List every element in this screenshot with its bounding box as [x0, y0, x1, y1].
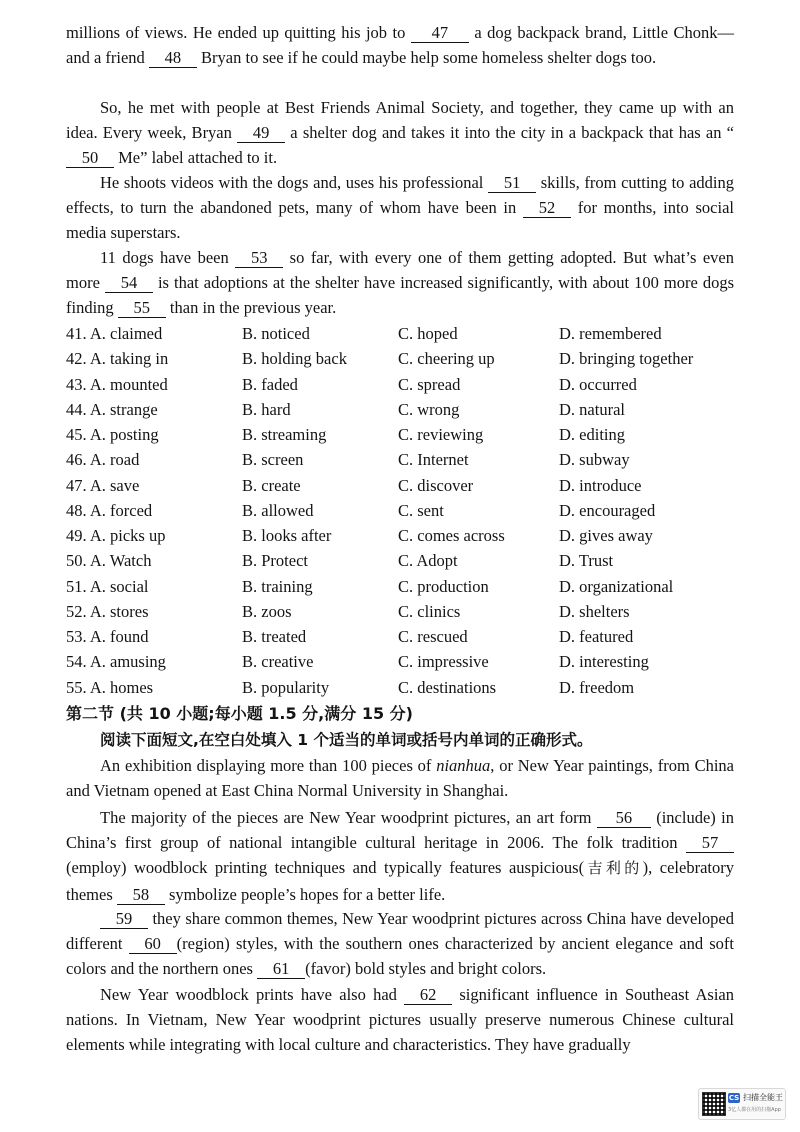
option-c[interactable]: C. reviewing: [398, 425, 484, 444]
section-heading: 第二节 (共 10 小题;每小题 1.5 分,满分 15 分): [66, 704, 413, 723]
option-d[interactable]: D. introduce: [559, 475, 642, 495]
option-a[interactable]: 54. A. amusing: [66, 652, 166, 672]
option-row: [66, 422, 746, 447]
passage1-paragraph-3: [66, 170, 734, 246]
option-d[interactable]: D. occurred: [559, 374, 637, 394]
option-c[interactable]: C. comes across: [398, 526, 505, 545]
option-b[interactable]: B. noticed: [242, 324, 310, 343]
option-row: [66, 523, 746, 548]
option-row: [66, 397, 746, 422]
option-d[interactable]: D. natural: [559, 399, 625, 419]
option-c[interactable]: C. spread: [398, 374, 461, 394]
option-a[interactable]: 49. A. picks up: [66, 526, 166, 545]
blank-58[interactable]: 58: [117, 885, 165, 905]
passage2-paragraph-1: [66, 753, 734, 803]
scanner-watermark: [698, 1088, 786, 1120]
option-c[interactable]: C. production: [398, 576, 489, 596]
blank-49[interactable]: 49: [237, 123, 285, 143]
option-b[interactable]: B. faded: [242, 374, 298, 394]
option-row: [66, 649, 746, 674]
text: for months, into social media superstars.: [66, 198, 734, 243]
text: ), celebratory themes: [66, 858, 734, 904]
blank-57[interactable]: 57: [686, 833, 734, 853]
option-b[interactable]: B. training: [242, 576, 313, 596]
option-c[interactable]: C. Internet: [398, 450, 469, 470]
option-d[interactable]: D. featured: [559, 627, 634, 646]
option-d[interactable]: D. subway: [559, 450, 630, 470]
text: 11 dogs have been: [100, 248, 236, 267]
italic-term: nianhua: [436, 756, 491, 775]
passage2-paragraph-2: [66, 805, 734, 907]
option-d[interactable]: D. remembered: [559, 324, 662, 343]
option-a[interactable]: 46. A. road: [66, 450, 140, 470]
options-table: [66, 321, 746, 700]
blank-61[interactable]: 61: [257, 959, 305, 979]
option-c[interactable]: C. cheering up: [398, 349, 495, 369]
option-b[interactable]: B. Protect: [242, 551, 308, 571]
option-a[interactable]: 55. A. homes: [66, 677, 154, 697]
blank-52[interactable]: 52: [523, 198, 571, 218]
watermark-app-name: 扫描全能王: [743, 1093, 783, 1102]
option-d[interactable]: D. encouraged: [559, 500, 656, 520]
option-a[interactable]: 53. A. found: [66, 627, 149, 646]
text: (include) in China’s first group of national intangible cultural heritage in 2006. The folk tradition: [66, 808, 734, 853]
option-b[interactable]: B. treated: [242, 627, 307, 646]
text: New Year woodblock prints have also had: [100, 985, 405, 1004]
passage2-paragraph-4: [66, 982, 734, 1058]
option-c[interactable]: C. hoped: [398, 324, 458, 343]
blank-48[interactable]: 48: [149, 48, 197, 68]
option-b[interactable]: B. looks after: [242, 526, 332, 545]
option-c[interactable]: C. discover: [398, 475, 474, 495]
option-b[interactable]: B. creative: [242, 652, 314, 672]
option-a[interactable]: 51. A. social: [66, 576, 149, 596]
text: An exhibition displaying more than 100 pieces of: [100, 756, 437, 775]
passage1-paragraph-4: [66, 245, 734, 321]
blank-50[interactable]: 50: [66, 148, 114, 168]
option-b[interactable]: B. create: [242, 475, 301, 495]
text: (favor) bold styles and bright colors.: [305, 959, 547, 979]
blank-60[interactable]: 60: [129, 934, 177, 954]
text: they share common themes, New Year woodprint pictures across China have developed different: [66, 909, 734, 954]
option-a[interactable]: 42. A. taking in: [66, 349, 169, 369]
option-d[interactable]: D. gives away: [559, 526, 653, 545]
option-row: [66, 548, 746, 573]
option-a[interactable]: 45. A. posting: [66, 425, 159, 444]
option-row: [66, 473, 746, 498]
option-d[interactable]: D. editing: [559, 425, 625, 444]
text: symbolize people’s hopes for a better life.: [164, 884, 446, 904]
option-row: [66, 447, 746, 472]
option-c[interactable]: C. destinations: [398, 677, 497, 697]
option-row: [66, 372, 746, 397]
blank-54[interactable]: 54: [105, 273, 153, 293]
blank-47[interactable]: 47: [411, 23, 469, 43]
option-row: [66, 675, 746, 700]
text: So, he met with people at Best Friends Animal Society, and together, they came up with an idea. Every week, Bryan: [66, 98, 734, 143]
text: , or New Year paintings, from China and Vietnam opened at East China Normal University in Shanghai.: [66, 756, 734, 801]
text: than in the previous year.: [165, 298, 337, 318]
option-b[interactable]: B. hard: [242, 399, 291, 419]
option-a[interactable]: 52. A. stores: [66, 601, 149, 621]
text: Me” label attached to it.: [114, 148, 278, 168]
option-d[interactable]: D. Trust: [559, 551, 614, 571]
blank-55[interactable]: 55: [118, 298, 166, 318]
section-instruction: 阅读下面短文,在空白处填入 1 个适当的单词或括号内单词的正确形式。: [100, 731, 593, 749]
text: skills, from cutting to adding effects, to turn the abandoned pets, many of whom have been in: [66, 173, 734, 218]
option-c[interactable]: C. wrong: [398, 399, 460, 419]
text: Bryan to see if he could maybe help some homeless shelter dogs too.: [196, 48, 657, 68]
text: The majority of the pieces are New Year woodprint pictures, an art form: [100, 808, 597, 827]
option-b[interactable]: B. allowed: [242, 500, 314, 520]
option-a[interactable]: 47. A. save: [66, 475, 140, 495]
option-a[interactable]: 44. A. strange: [66, 399, 158, 419]
option-b[interactable]: B. screen: [242, 450, 304, 470]
option-row: [66, 624, 746, 649]
option-c[interactable]: C. Adopt: [398, 551, 458, 571]
qr-code-icon: [702, 1092, 726, 1116]
option-b[interactable]: B. popularity: [242, 677, 330, 697]
option-a[interactable]: 48. A. forced: [66, 500, 153, 520]
text: significant influence in Southeast Asian nations. In Vietnam, New Year woodprint pictures usually preserve numerous Chinese cultural elements while integrating with local culture and characteristics. They have gradually: [66, 985, 734, 1055]
text: millions of views. He ended up quitting his job to: [66, 23, 411, 42]
text: He shoots videos with the dogs and, uses his professional: [100, 173, 489, 192]
text: a shelter dog and takes it into the city in a backpack that has an “: [285, 123, 734, 143]
option-b[interactable]: B. streaming: [242, 425, 327, 444]
option-d[interactable]: D. interesting: [559, 652, 649, 672]
option-row: [66, 599, 746, 624]
option-c[interactable]: C. rescued: [398, 627, 468, 646]
option-c[interactable]: C. impressive: [398, 652, 489, 672]
passage1-paragraph-1: [66, 20, 734, 70]
option-d[interactable]: D. freedom: [559, 677, 635, 697]
option-c[interactable]: C. clinics: [398, 601, 461, 621]
text: (employ) woodblock printing techniques and typically features auspicious(: [66, 858, 585, 878]
text: is that adoptions at the shelter have increased significantly, with about 100 more dogs finding: [66, 273, 734, 318]
blank-51[interactable]: 51: [488, 173, 536, 193]
option-row: [66, 346, 746, 371]
option-row: [66, 498, 746, 523]
chinese-gloss: 吉利的: [584, 859, 643, 878]
blank-53[interactable]: 53: [235, 248, 283, 268]
passage2-paragraph-3: [66, 906, 734, 982]
option-a[interactable]: 41. A. claimed: [66, 324, 163, 343]
option-d[interactable]: D. bringing together: [559, 349, 694, 369]
passage1-paragraph-2: [66, 95, 734, 171]
text: (region) styles, with the southern ones characterized by ancient elegance and soft colors and the northern ones: [66, 934, 734, 979]
option-d[interactable]: D. shelters: [559, 601, 630, 621]
option-row: [66, 321, 746, 346]
option-row: [66, 574, 746, 599]
option-b[interactable]: B. holding back: [242, 349, 347, 369]
option-d[interactable]: D. organizational: [559, 576, 674, 596]
option-a[interactable]: 50. A. Watch: [66, 551, 152, 571]
option-a[interactable]: 43. A. mounted: [66, 374, 168, 394]
option-c[interactable]: C. sent: [398, 500, 444, 520]
text: so far, with every one of them getting adopted. But what’s even more: [66, 248, 735, 293]
blank-62[interactable]: 62: [404, 985, 452, 1005]
blank-56[interactable]: 56: [597, 808, 651, 828]
option-b[interactable]: B. zoos: [242, 601, 292, 621]
blank-59[interactable]: 59: [100, 909, 148, 929]
camscanner-logo-icon: CS: [728, 1094, 740, 1102]
text: a dog backpack brand, Little Chonk—and a friend: [66, 23, 734, 68]
watermark-tagline: 3亿人都在用的扫描App: [728, 1107, 781, 1113]
